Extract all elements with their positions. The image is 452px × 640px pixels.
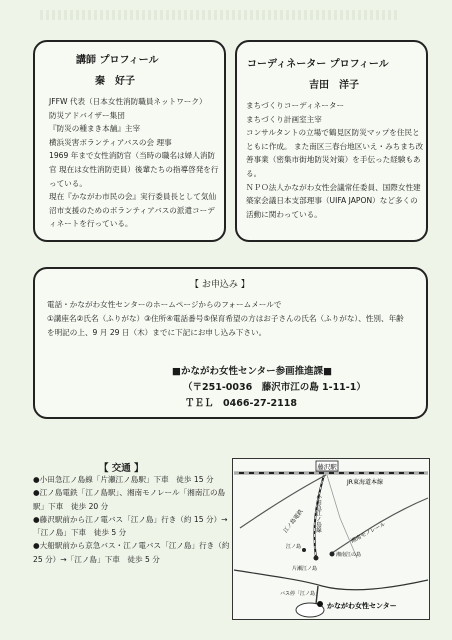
- application-body: 電話・かながわ女性センターのホームページからのフォームメールで ①講座名②氏名（ふりがな）③住所④電話番号⑤保育希望の方はお子さんの氏名（ふりがな）、性別、年齢 を明記の上、9 月 29 日（木）までに下記にお申し込み下さい。: [47, 300, 404, 338]
- lecturer-body: JFFW 代表（日本女性消防職員ネットワーク） 防災アドバイザー集団 『防災の種まき本舗』主宰 横浜災害ボランティアバスの会 理事 1969 年まで女性消防官（当時の職名は婦人消防官 現在は女性消防吏員）後輩たちの指導啓発を行っている。 現在『かながわ市民の会』実行委員長として気仙沼市支援のためのボランティアバスの派遣コーディネートを行っている。: [49, 97, 219, 229]
- station-label: 藤沢駅: [317, 463, 337, 471]
- bleed-through-text: [40, 10, 400, 20]
- lecturer-profile-box: [33, 40, 226, 242]
- application-box: [33, 267, 428, 419]
- bus-stop-label: バス停「江ノ島」: [280, 591, 321, 597]
- jr-label: JR東海道本線: [347, 479, 383, 486]
- lecturer-name: 秦 好子: [95, 76, 135, 87]
- access-map: [232, 458, 430, 620]
- katase-label: 片瀬江ノ島: [292, 566, 318, 572]
- access-body: ●小田急江ノ島線「片瀬江ノ島駅」下車 徒歩 15 分 ●江ノ島電鉄「江ノ島駅」、湘南モノレール「湘南江の島駅」下車 徒歩 20 分 ●藤沢駅前から江ノ電バス「江ノ島」行き（約 15 分）→「江ノ島」下車 徒歩 5 分 ●大船駅前から京急バス・江ノ電バス「江ノ島」行き（約 25 分）→「江ノ島」下車 徒歩 5 分: [33, 475, 230, 564]
- lecturer-heading: 講師 プロフィール: [76, 55, 159, 66]
- center-label: かながわ女性センター: [327, 602, 397, 610]
- coordinator-profile-box: [235, 40, 428, 242]
- shonan-enoshima-label: 湘南江の島: [336, 552, 362, 558]
- monorail-label: 湘南モノレール: [350, 521, 387, 545]
- coordinator-heading: コーディネーター プロフィール: [247, 59, 389, 70]
- odakyu-label: 小田急江ノ島線: [315, 494, 321, 533]
- access-heading: 【 交通 】: [99, 463, 144, 474]
- enoshima-station-label: 江ノ島: [286, 544, 302, 550]
- org-address: （〒251-0036 藤沢市江の島 1-11-1）: [183, 382, 366, 393]
- center-marker-icon: [317, 601, 323, 607]
- coordinator-body: まちづくりコーディネーター まちづくり計画室主宰 コンサルタントの立場で鶴見区防災マップを住民とともに作成。 また南区三春台地区いえ・みちまち改善事業（密集市街地防災対策）を手伝った経験もある。 ＮＰＯ法人かながわ女性会議常任委員、国際女性建築家会議日本支部理事（UIFA JAPON）など多くの活動に関わっている。: [246, 101, 424, 219]
- org-tel: ＴＥＬ 0466-27-2118: [185, 398, 297, 409]
- coordinator-name: 吉田 洋子: [309, 80, 359, 91]
- application-heading: 【 お申込み 】: [190, 280, 250, 290]
- enoden-label: 江ノ島電鉄: [282, 508, 305, 535]
- org-name: ■かながわ女性センター参画推進課■: [172, 366, 333, 377]
